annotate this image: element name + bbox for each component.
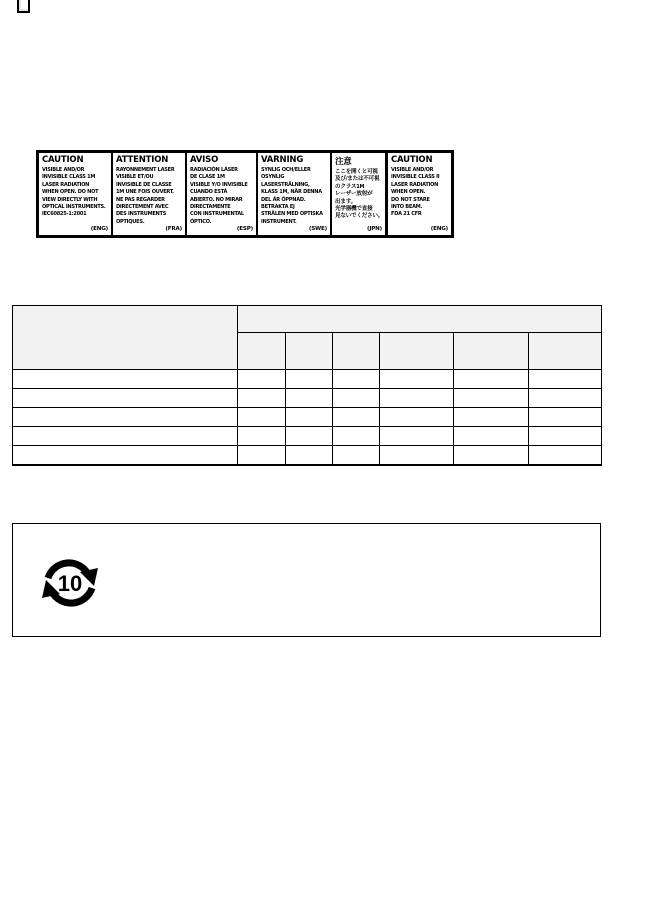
laser-column-line: ÓPTICO. xyxy=(190,218,212,225)
laser-column-line: CUANDO ESTÁ xyxy=(190,189,228,196)
laser-column-line: DE CLASE 1M xyxy=(190,174,225,181)
laser-column-language: (ESP) xyxy=(236,226,253,232)
table-row xyxy=(13,446,602,466)
laser-column-line: IEC60825-1:2001 xyxy=(42,211,87,218)
laser-column-heading: 注意 xyxy=(335,157,352,167)
table-cell xyxy=(380,408,454,427)
laser-column-swe xyxy=(258,153,332,235)
table-cell xyxy=(238,427,286,446)
table-cell xyxy=(238,370,286,389)
table-cell xyxy=(13,370,238,389)
laser-column-line: NE PAS REGARDER xyxy=(116,196,165,203)
table-cell xyxy=(454,408,529,427)
table-cell xyxy=(286,408,333,427)
table-cell xyxy=(529,389,602,408)
laser-column-language: (FRA) xyxy=(165,226,182,232)
epup-logo-number: 10 xyxy=(57,571,83,596)
table-cell xyxy=(454,370,529,389)
table-header-cell xyxy=(529,333,602,370)
table-row xyxy=(13,408,602,427)
table-cell xyxy=(454,427,529,446)
table-cell xyxy=(529,370,602,389)
laser-column-line: VISIBLE AND/OR xyxy=(42,167,85,173)
hazardous-substances-table xyxy=(12,305,602,466)
table-cell xyxy=(13,389,238,408)
table-header-cell xyxy=(238,333,286,370)
laser-column-line: VISIBLE Y/O INVISIBLE xyxy=(190,181,248,188)
table-row xyxy=(13,370,602,389)
laser-column-line: RAYONNEMENT LASER xyxy=(116,167,175,173)
laser-column-line: 1M UNE FOIS OUVERT. xyxy=(116,189,174,196)
laser-column-heading: AVISO xyxy=(190,155,219,165)
environmental-use-period-box xyxy=(12,523,601,637)
laser-column-eng xyxy=(39,153,113,235)
laser-column-heading: VARNING xyxy=(261,155,304,165)
laser-column-fra xyxy=(113,153,187,235)
laser-column-line: WHEN OPEN. xyxy=(391,189,426,196)
laser-column-line: のクラス1M xyxy=(335,183,365,190)
laser-column-line: レーザー放射が xyxy=(335,191,373,198)
laser-column-line: ここを開くと可視 xyxy=(335,169,378,175)
table-cell xyxy=(333,370,380,389)
table-cell xyxy=(454,389,529,408)
laser-column-line: DO NOT STARE xyxy=(391,196,430,203)
table-cell xyxy=(13,427,238,446)
recycle-10-years-icon xyxy=(36,554,104,612)
table-cell xyxy=(529,427,602,446)
laser-column-line: 光学器機で直接 xyxy=(335,206,373,213)
table-cell xyxy=(286,389,333,408)
table-cell xyxy=(238,408,286,427)
laser-column-line: STRÅLEN MED OPTISKA xyxy=(261,211,323,218)
table-cell xyxy=(286,370,333,389)
laser-column-line: RADIACIÓN LÁSER xyxy=(190,167,238,173)
laser-column-language: (SWE) xyxy=(308,226,327,232)
table-header-substances-group xyxy=(238,306,602,333)
table-row xyxy=(13,389,602,408)
table-header-cell xyxy=(380,333,454,370)
laser-column-line: INVISIBLE DE CLASSE xyxy=(116,181,172,188)
laser-column-line: WHEN OPEN. DO NOT xyxy=(42,189,99,196)
table-header-cell xyxy=(333,333,380,370)
laser-column-line: VISIBLE AND/OR xyxy=(391,167,434,173)
laser-column-heading: CAUTION xyxy=(42,155,84,165)
laser-column-language: (ENG) xyxy=(90,226,108,232)
laser-column-line: CON INSTRUMENTAL xyxy=(190,211,244,218)
table-cell xyxy=(333,408,380,427)
laser-column-line: ABIERTO. NO MIRAR xyxy=(190,196,243,203)
table-cell xyxy=(380,446,454,466)
laser-caution-label xyxy=(36,150,454,238)
laser-column-line: OPTICAL INSTRUMENTS. xyxy=(42,204,106,211)
laser-column-language: (JPN) xyxy=(367,226,382,232)
laser-column-line: BETRAKTA EJ xyxy=(261,204,295,211)
laser-column-line: 見ないでください。 xyxy=(335,213,384,220)
laser-column-line: SYNLIG OCH/ELLER xyxy=(261,167,311,173)
laser-column-line: LASER RADIATION xyxy=(42,181,90,188)
table-row xyxy=(13,427,602,446)
laser-column-line: OSYNLIG xyxy=(261,174,285,181)
table-cell xyxy=(13,446,238,466)
laser-column-line: INVISIBLE CLASS II xyxy=(391,174,440,181)
laser-column-line: 及び/または不可視 xyxy=(335,176,380,183)
laser-column-line: FDA 21 CFR xyxy=(391,211,422,218)
table-cell xyxy=(333,446,380,466)
laser-column-line: INTO BEAM. xyxy=(391,204,423,211)
laser-column-line: OPTIQUES. xyxy=(116,218,145,225)
laser-column-line: DIRECTEMENT AVEC xyxy=(116,204,169,211)
table-cell xyxy=(238,389,286,408)
laser-column-jpn xyxy=(332,153,387,235)
laser-column-line: INVISIBLE CLASS 1M xyxy=(42,174,96,181)
laser-column-line: 出ます。 xyxy=(335,198,356,205)
table-cell xyxy=(529,446,602,466)
table-cell xyxy=(454,446,529,466)
laser-column-esp xyxy=(187,153,258,235)
laser-column-line: INSTRUMENT. xyxy=(261,218,297,225)
table-header-part-name xyxy=(13,306,238,370)
table-cell xyxy=(286,446,333,466)
table-cell xyxy=(380,427,454,446)
table-cell xyxy=(13,408,238,427)
laser-column-eng-fda xyxy=(387,153,451,235)
table-header-cell xyxy=(454,333,529,370)
laser-column-line: LASERSTRÅLNING, xyxy=(261,181,310,188)
table-cell xyxy=(380,389,454,408)
laser-column-line: DEL ÄR ÖPPNAD. xyxy=(261,196,306,203)
table-cell xyxy=(238,446,286,466)
table-cell xyxy=(380,370,454,389)
laser-column-line: VIEW DIRECTLY WITH xyxy=(42,196,98,203)
table-header-cell xyxy=(286,333,333,370)
laser-column-line: VISIBLE ET/OU xyxy=(116,174,154,181)
table-cell xyxy=(333,389,380,408)
table-cell xyxy=(333,427,380,446)
page-corner-mark xyxy=(17,0,30,13)
laser-column-line: DES INSTRUMENTS xyxy=(116,211,167,218)
laser-column-heading: ATTENTION xyxy=(116,155,169,165)
table-cell xyxy=(529,408,602,427)
laser-column-line: KLASS 1M, NÄR DENNA xyxy=(261,189,322,196)
laser-column-line: LASER RADIATION xyxy=(391,181,439,188)
laser-column-line: DIRECTAMENTE xyxy=(190,204,231,211)
laser-column-language: (ENG) xyxy=(430,226,448,232)
laser-column-heading: CAUTION xyxy=(391,155,433,165)
table-cell xyxy=(286,427,333,446)
